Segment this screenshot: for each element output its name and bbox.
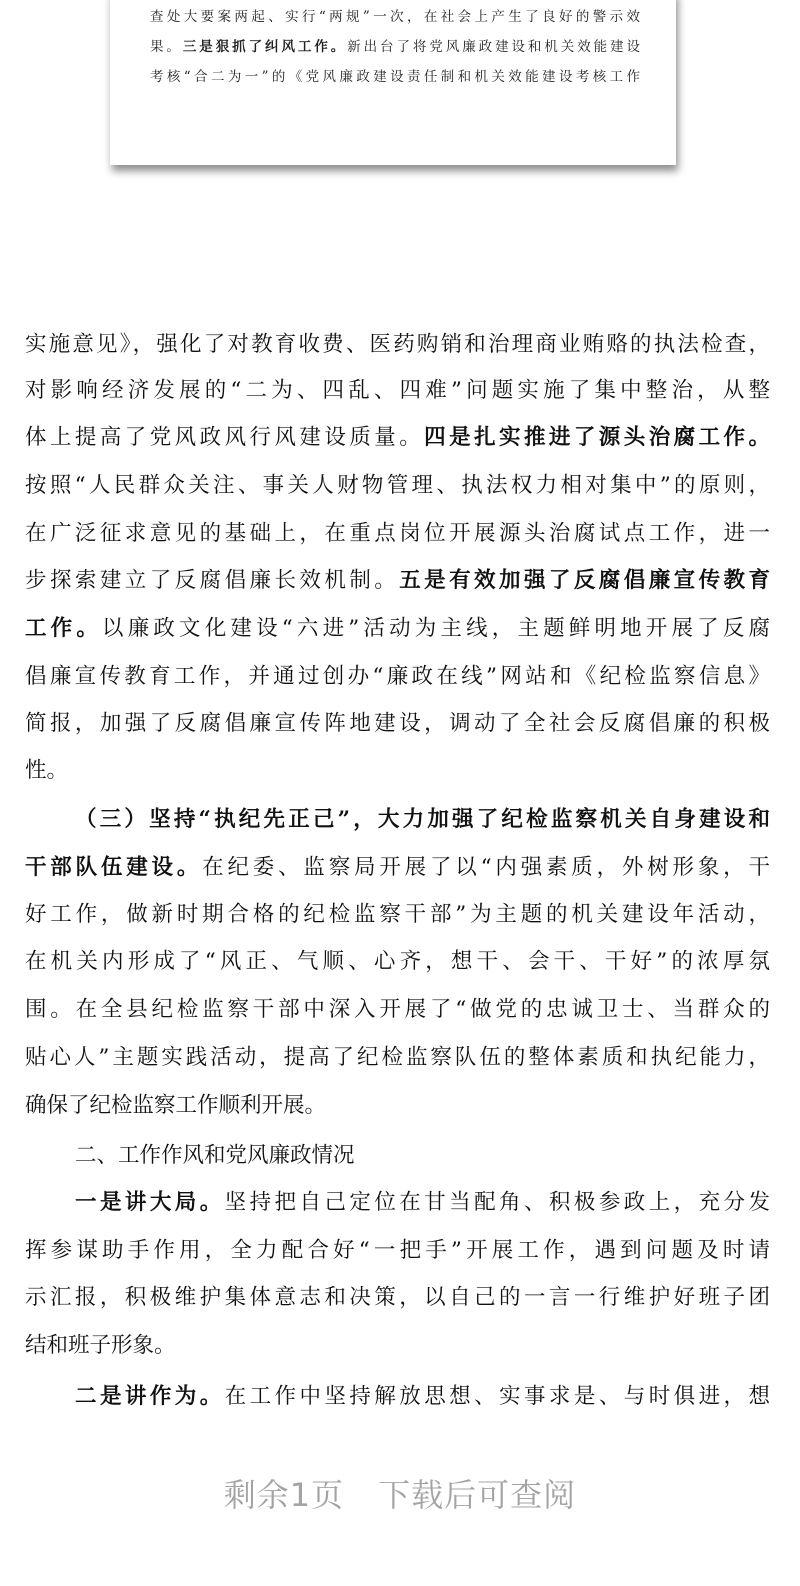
text: 坚持把自己定位在甘当配角、积极参政上，充分发 xyxy=(224,1190,770,1215)
text-line xyxy=(25,853,770,883)
bold-text: 五是有效加强了反腐倡廉宣传教育 xyxy=(399,568,770,593)
text-line xyxy=(25,1236,770,1266)
text-line xyxy=(25,662,770,692)
text-line xyxy=(25,709,770,739)
text: 考核“合二为一”的《党风廉政建设责任制和机关效能建设考核工作 xyxy=(150,69,640,85)
text: 示汇报，积极维护集体意志和决策，以自己的一言一行维护好班子团 xyxy=(25,1285,770,1310)
text: 在广泛征求意见的基础上，在重点岗位开展源头治腐试点工作，进一 xyxy=(25,521,770,546)
text-line xyxy=(25,1331,770,1361)
download-to-read-more[interactable] xyxy=(0,1470,800,1516)
text-line xyxy=(25,995,770,1025)
text: 围。在全县纪检监察干部中深入开展了“做党的忠诚卫士、当群众的 xyxy=(25,997,770,1022)
text-line xyxy=(25,756,770,786)
remaining-pages-label: 剩余1页 xyxy=(223,1476,345,1514)
text: 好工作，做新时期合格的纪检监察干部”为主题的机关建设年活动， xyxy=(25,902,770,927)
bold-text: 一是讲大局。 xyxy=(75,1190,225,1215)
bold-text: 工作。 xyxy=(25,616,103,641)
text-line xyxy=(25,423,770,453)
text: 性。 xyxy=(25,758,69,783)
text: 挥参谋助手作用，全力配合好“一把手”开展工作，遇到问题及时请 xyxy=(25,1238,770,1263)
card-text-line xyxy=(150,7,640,27)
text: 在工作中坚持解放思想、实事求是、与时俱进，想 xyxy=(224,1384,770,1409)
text: 在机关内形成了“风正、气顺、心齐，想干、会干、干好”的浓厚氛 xyxy=(25,949,770,974)
bold-text: （三）坚持“执纪先正己”，大力加强了纪检监察机关自身建设和 xyxy=(75,807,770,832)
page-preview-card xyxy=(110,0,676,165)
text-line xyxy=(25,330,770,360)
text: 步探索建立了反腐倡廉长效机制。 xyxy=(25,568,400,593)
text: 查处大要案两起、实行“两规”一次，在社会上产生了良好的警示效 xyxy=(150,9,640,25)
card-text-line xyxy=(150,67,640,87)
text: 对影响经济发展的“二为、四乱、四难”问题实施了集中整治，从整 xyxy=(25,378,770,403)
text-line xyxy=(25,376,770,406)
text: 体上提高了党风政风行风建设质量。 xyxy=(25,425,425,450)
text: 以廉政文化建设“六进”活动为主线，主题鲜明地开展了反腐 xyxy=(102,616,770,641)
text: 倡廉宣传教育工作，并通过创办“廉政在线”网站和《纪检监察信息》 xyxy=(25,664,770,689)
text-line xyxy=(25,900,770,930)
text: 在纪委、监察局开展了以“内强素质，外树形象，干 xyxy=(202,855,770,880)
section-heading xyxy=(75,1141,770,1171)
text: 贴心人”主题实践活动，提高了纪检监察队伍的整体素质和执纪能力， xyxy=(25,1045,770,1070)
download-hint-label: 下载后可查阅 xyxy=(378,1476,577,1514)
text-line xyxy=(75,1382,770,1412)
text: 结和班子形象。 xyxy=(25,1333,176,1358)
text: 实施意见》，强化了对教育收费、医药购销和治理商业贿赂的执法检查， xyxy=(25,332,770,357)
text: 简报，加强了反腐倡廉宣传阵地建设，调动了全社会反腐倡廉的积极 xyxy=(25,711,770,736)
text-line xyxy=(25,1043,770,1073)
text-line xyxy=(25,519,770,549)
card-text-line xyxy=(150,37,640,57)
bold-text: 四是扎实推进了源头治腐工作。 xyxy=(424,425,770,450)
text-line xyxy=(75,1188,770,1218)
text: 按照“人民群众关注、事关人财物管理、执法权力相对集中”的原则， xyxy=(25,473,770,498)
text-line xyxy=(25,614,770,644)
text: 确保了纪检监察工作顺利开展。 xyxy=(25,1093,327,1118)
text-line xyxy=(25,1283,770,1313)
bold-text: 二是讲作为。 xyxy=(75,1384,225,1409)
text: 二、工作作风和党风廉政情况 xyxy=(75,1143,355,1168)
text-line xyxy=(25,566,770,596)
text-line xyxy=(25,1091,770,1121)
bold-text: 干部队伍建设。 xyxy=(25,855,203,880)
bold-text: 三是狠抓了纠风工作。 xyxy=(182,39,348,55)
section-heading xyxy=(75,805,770,835)
text-line xyxy=(25,947,770,977)
text-line xyxy=(25,471,770,501)
text: 果。 xyxy=(150,39,183,55)
text: 新出台了将党风廉政建设和机关效能建设 xyxy=(347,39,641,55)
